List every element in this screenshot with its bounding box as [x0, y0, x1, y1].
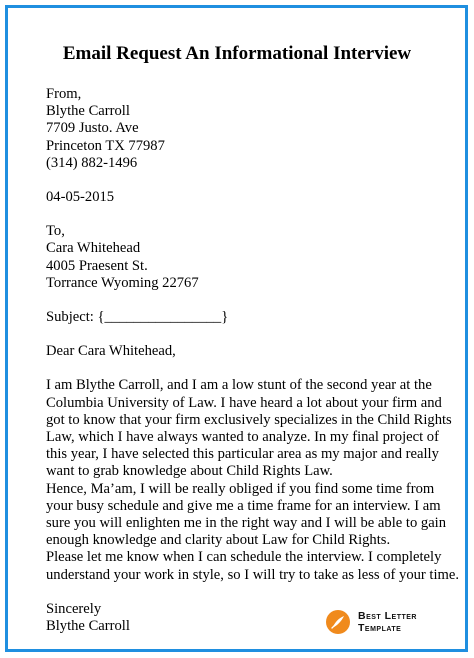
body-line: understand your work in style, so I will try to take as less of your time. — [46, 566, 460, 583]
spacer — [46, 584, 438, 601]
letter-date: 04-05-2015 — [46, 189, 115, 206]
sender-name: Blythe Carroll — [46, 103, 130, 120]
body-line: Please let me know when I can schedule the interview. I completely — [46, 549, 442, 566]
closing: Sincerely — [46, 600, 102, 617]
brand-logo — [326, 609, 417, 635]
recipient-address-1: 4005 Praesent St. — [46, 257, 148, 274]
letter-body — [46, 377, 460, 583]
recipient-address-2: Torrance Wyoming 22767 — [46, 274, 199, 291]
sender-phone: (314) 882-1496 — [46, 154, 138, 171]
salutation: Dear Cara Whitehead, — [46, 343, 176, 360]
body-line: Law, which I have always wanted to analyze. In my final project of — [46, 429, 439, 446]
body-line: Hence, Ma’am, I will be really obliged if you find some time from — [46, 480, 435, 497]
quill-pen-icon — [326, 610, 350, 634]
body-line: I am Blythe Carroll, and I am a low stunt of the second year at the — [46, 377, 432, 394]
logo-text — [358, 610, 417, 634]
logo-line-2: Template — [358, 622, 402, 634]
sender-address-2: Princeton TX 77987 — [46, 137, 165, 154]
body-line: this year, I have selected this particular area as my major and really — [46, 446, 439, 463]
sender-address-1: 7709 Justo. Ave — [46, 120, 139, 137]
body-line: sure you will enlighten me in the right way and I will be able to gain — [46, 515, 447, 532]
body-line: got to know that your firm exclusively specializes in the Child Rights — [46, 411, 452, 428]
body-line: your busy schedule and give me a time frame for an interview. I am — [46, 497, 441, 514]
spacer — [46, 206, 438, 223]
body-line: enough knowledge and clarity about Law for Child Rights. — [46, 532, 391, 549]
spacer — [46, 326, 438, 343]
subject-line: Subject: {________________} — [46, 309, 229, 326]
to-label: To, — [46, 223, 65, 240]
signature-name: Blythe Carroll — [46, 618, 130, 635]
body-line: want to grab knowledge about Child Rights Law. — [46, 463, 333, 480]
from-label: From, — [46, 86, 82, 102]
spacer — [46, 292, 438, 309]
letter-title: Email Request An Informational Interview — [62, 43, 412, 64]
logo-line-1: Best Letter — [358, 610, 417, 622]
body-line: Columbia University of Law. I have heard a lot about your firm and — [46, 394, 442, 411]
recipient-name: Cara Whitehead — [46, 240, 141, 257]
spacer — [46, 360, 438, 377]
spacer — [46, 172, 438, 189]
letter-content — [46, 86, 460, 635]
